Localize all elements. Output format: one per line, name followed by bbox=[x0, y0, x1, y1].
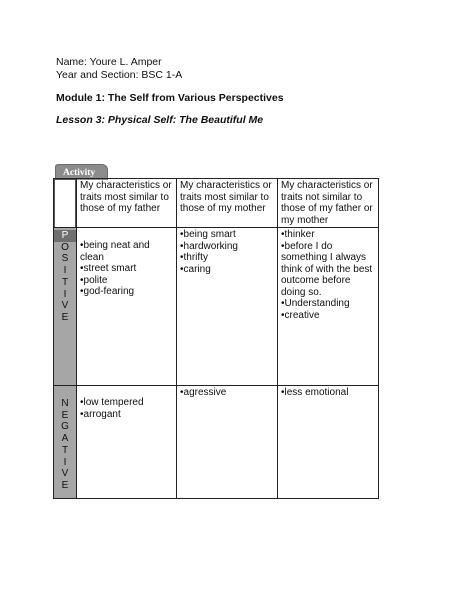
label-letter: G bbox=[61, 421, 69, 433]
positive-neither-cell bbox=[278, 228, 379, 386]
student-name: Name: Youre L. Amper bbox=[56, 56, 162, 68]
label-letter: S bbox=[61, 253, 69, 265]
trait-item: • arrogant bbox=[80, 409, 173, 421]
trait-item: • thrifty bbox=[180, 252, 274, 264]
lesson-title: Lesson 3: Physical Self: The Beautiful Me bbox=[56, 114, 264, 126]
label-letter: I bbox=[63, 288, 67, 300]
label-letter: I bbox=[63, 265, 67, 277]
label-letter: T bbox=[61, 276, 69, 288]
label-letter: V bbox=[61, 300, 69, 312]
label-letter: A bbox=[61, 433, 69, 445]
trait-item: • street smart bbox=[80, 263, 173, 275]
header-row bbox=[54, 179, 379, 228]
module-title: Module 1: The Self from Various Perspectives bbox=[56, 92, 284, 104]
trait-item: • before I do something I always think of with the best outcome before doing so. bbox=[281, 241, 375, 299]
activity-tab: Activity bbox=[55, 164, 108, 180]
trait-item: • thinker bbox=[281, 229, 375, 241]
label-letter: E bbox=[61, 311, 69, 323]
trait-item: • Understanding bbox=[281, 298, 375, 310]
negative-neither-cell bbox=[278, 386, 379, 499]
positive-label bbox=[54, 228, 77, 386]
column-header-father: My characteristics or traits most similar to those of my father bbox=[77, 179, 177, 228]
positive-father-cell bbox=[77, 228, 177, 386]
column-header-mother: My characteristics or traits most similar to those of my mother bbox=[177, 179, 278, 228]
trait-item: • polite bbox=[80, 275, 173, 287]
negative-row bbox=[54, 386, 379, 499]
positive-row bbox=[54, 228, 379, 386]
trait-item: • god-fearing bbox=[80, 286, 173, 298]
negative-father-cell bbox=[77, 386, 177, 499]
column-header-neither: My characteristics or traits not similar to those of my father or my mother bbox=[278, 179, 379, 228]
label-letter: T bbox=[61, 444, 69, 456]
trait-item: • being smart bbox=[180, 229, 274, 241]
traits-table bbox=[53, 178, 379, 499]
trait-item: • low tempered bbox=[80, 397, 173, 409]
label-letter: E bbox=[61, 479, 69, 491]
trait-item: • hardworking bbox=[180, 241, 274, 253]
label-letter: P bbox=[54, 230, 76, 242]
label-letter: I bbox=[63, 456, 67, 468]
year-section: Year and Section: BSC 1-A bbox=[56, 69, 183, 81]
trait-item: • creative bbox=[281, 310, 375, 322]
label-letter: V bbox=[61, 468, 69, 480]
negative-label bbox=[54, 386, 77, 499]
corner-cell bbox=[54, 179, 77, 228]
label-letter: O bbox=[61, 241, 69, 253]
trait-item: • less emotional bbox=[281, 387, 375, 399]
label-letter: E bbox=[61, 409, 69, 421]
trait-item: • being neat and clean bbox=[80, 240, 173, 263]
positive-mother-cell bbox=[177, 228, 278, 386]
label-letter: N bbox=[61, 398, 69, 409]
trait-item: • caring bbox=[180, 264, 274, 276]
negative-mother-cell bbox=[177, 386, 278, 499]
trait-item: • agressive bbox=[180, 387, 274, 399]
